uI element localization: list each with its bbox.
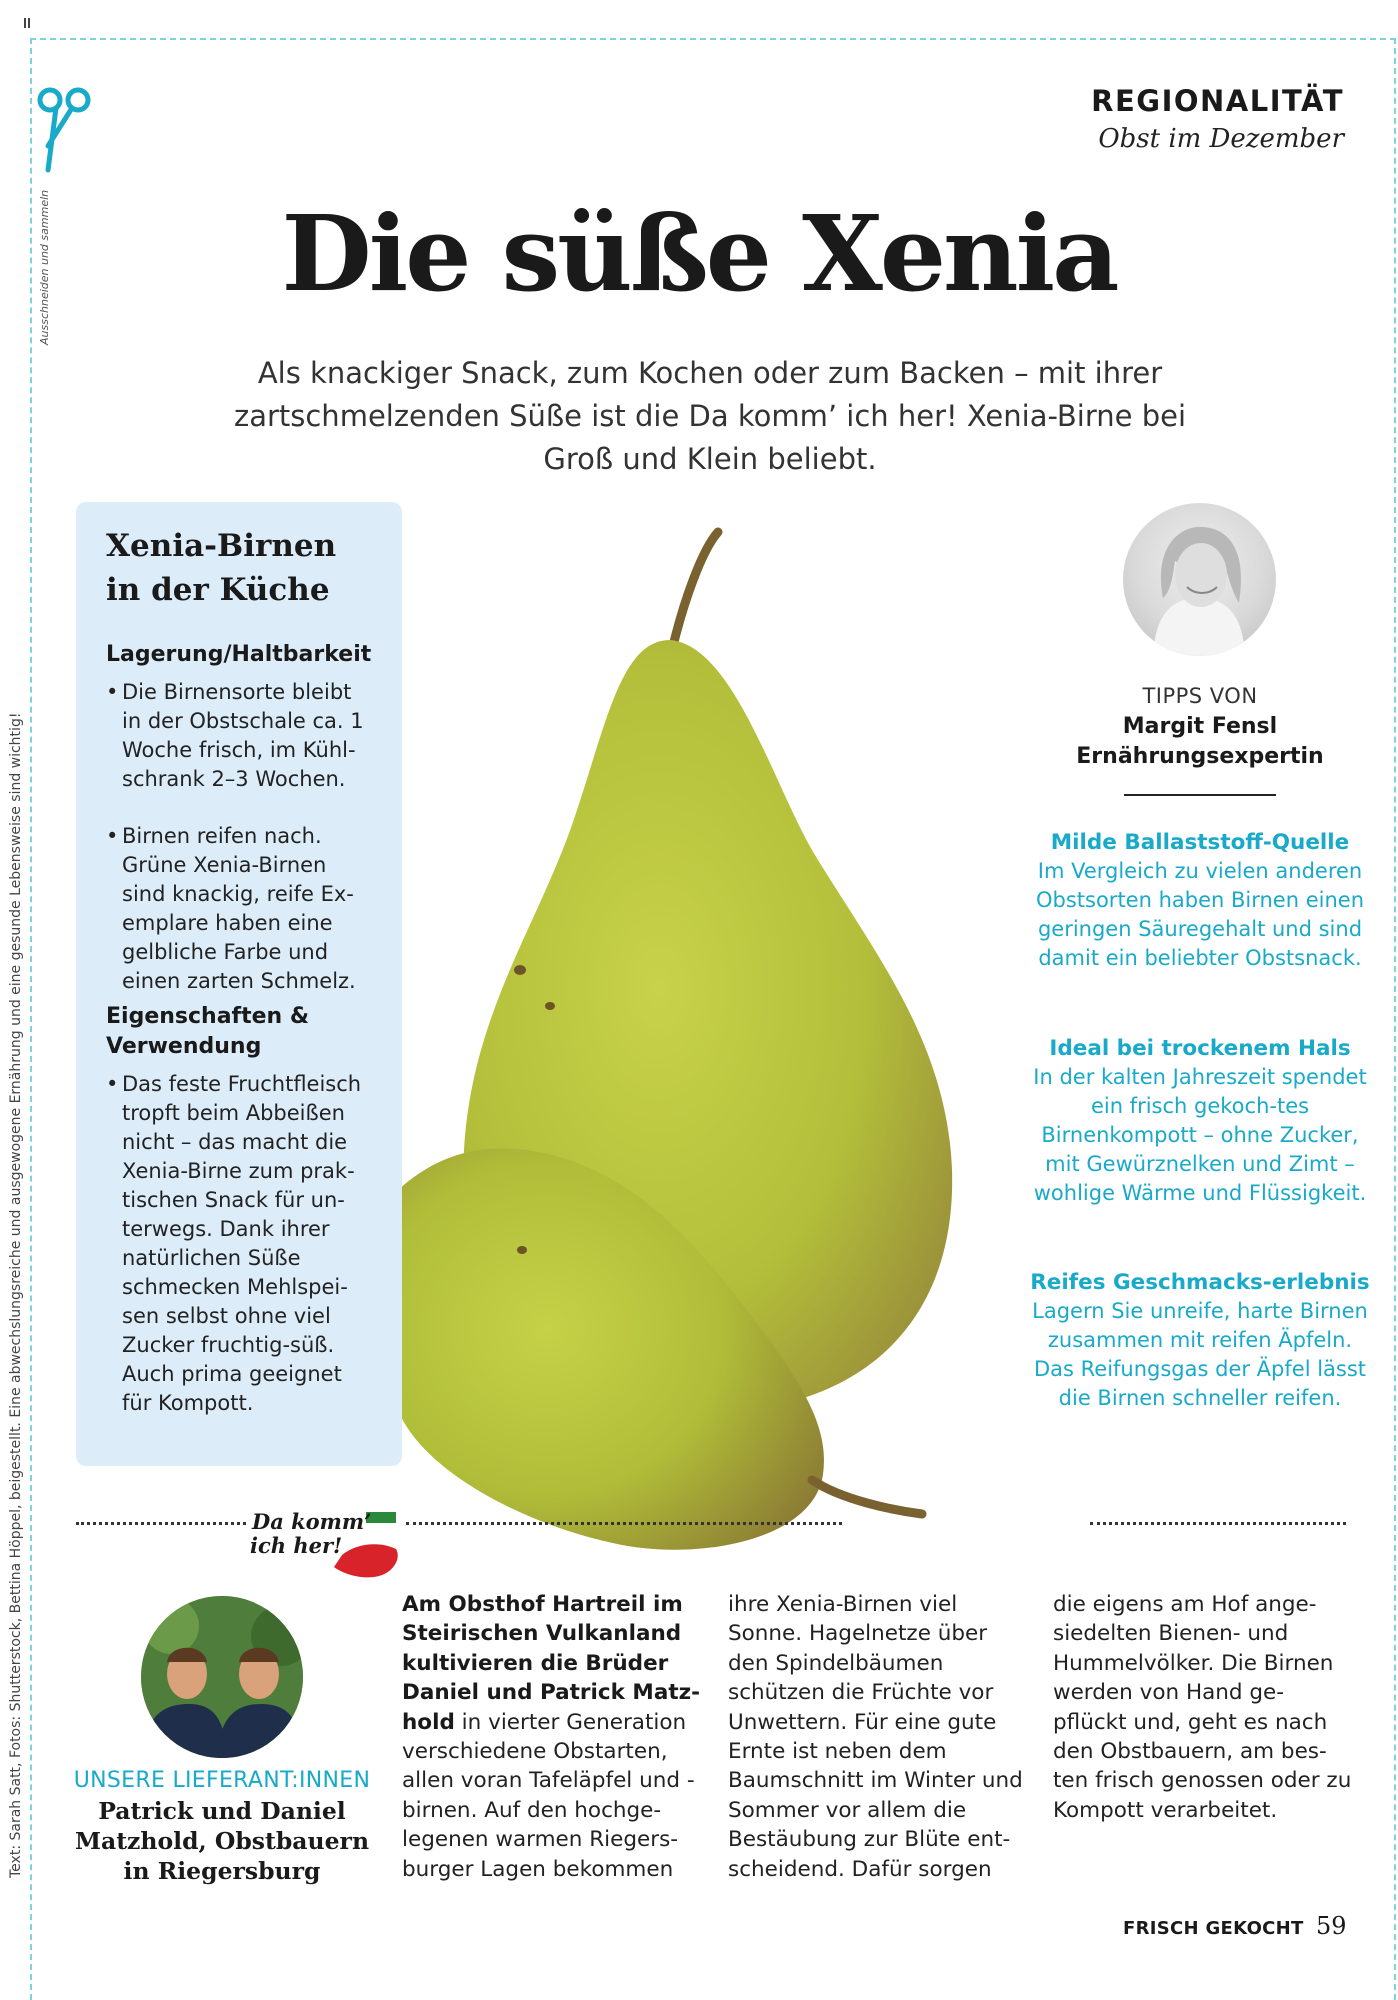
supplier-name: Patrick und Daniel Matzhold, Obstbauern in Riegersburg xyxy=(74,1797,370,1885)
page-title: Die süße Xenia xyxy=(281,192,1117,315)
storage-list xyxy=(106,678,376,996)
tip-text: Im Vergleich zu vielen anderen Obstsorten haben Birnen einen geringen Säuregehalt und sind damit ein beliebter Obstsnack. xyxy=(1035,859,1365,970)
properties-heading: Eigenschaften & Verwendung xyxy=(106,1004,310,1059)
expert-avatar xyxy=(1123,503,1276,656)
box-title: Xenia-Birnen in der Küche xyxy=(106,528,337,608)
properties-list xyxy=(106,1070,376,1418)
tip-text: Lagern Sie unreife, harte Birnen zusammen mit reifen Äpfeln. Das Reifungsgas der Äpfel lässt die Birnen schneller reifen. xyxy=(1032,1299,1368,1410)
expert-role: Ernährungsexpertin xyxy=(1076,744,1324,769)
supplier-label: UNSERE LIEFERANT:INNEN xyxy=(73,1768,371,1793)
tip-2 xyxy=(1030,1034,1370,1208)
badge-line-1: Da komm’ xyxy=(252,1509,372,1534)
dotted-divider xyxy=(406,1522,842,1525)
lead-paragraph: Als knackiger Snack, zum Kochen oder zum Backen – mit ihrer zartschmelzenden Süße ist die Da komm’ ich her! Xenia-Birne bei Groß und Klein beliebt. xyxy=(233,356,1187,476)
tip-3 xyxy=(1030,1268,1370,1413)
tipps-label: TIPPS VON xyxy=(1142,684,1258,708)
list-item: • Birnen reifen nach. Grüne Xenia-Birnen sind knackig, reife Ex-emplare haben eine gelbliche Farbe und einen zarten Schmelz. xyxy=(106,822,376,996)
pears-photo xyxy=(402,450,1092,1550)
divider xyxy=(1124,794,1276,796)
tip-heading: Reifes Geschmacks-erlebnis xyxy=(1030,1270,1370,1295)
article-intro: Am Obsthof Hartreil im Steirischen Vulkanland kultivieren die Brüder Daniel und Patrick Matz-hold xyxy=(402,1592,701,1735)
kitchen-info-box xyxy=(76,502,402,1466)
dotted-divider xyxy=(1090,1522,1346,1525)
supplier-photo xyxy=(141,1596,303,1758)
expert-tips-header xyxy=(1040,684,1360,796)
section-subtitle: Obst im Dezember xyxy=(1098,124,1344,154)
tip-heading: Milde Ballaststoff-Quelle xyxy=(1050,830,1350,855)
storage-heading: Lagerung/Haltbarkeit xyxy=(106,642,372,667)
tip-heading: Ideal bei trockenem Hals xyxy=(1049,1036,1351,1061)
photo-credit: Text: Sarah Satt, Fotos: Shutterstock, Bettina Höppel, beigestellt. Eine abwechslungsreiche und ausgewogene Ernährung und eine gesunde Lebensweise sind wichtig! xyxy=(8,712,24,1878)
origin-badge xyxy=(246,1497,406,1581)
crop-mark xyxy=(24,18,26,28)
crop-mark xyxy=(28,18,30,28)
tip-1 xyxy=(1030,828,1370,973)
dotted-divider xyxy=(76,1522,246,1525)
cut-label: Ausschneiden und sammeln xyxy=(38,189,51,345)
scissors-icon xyxy=(36,86,92,174)
list-item: • Das feste Fruchtfleisch tropft beim Abbeißen nicht – das macht die Xenia-Birne zum prak-tischen Snack für un-terwegs. Dank ihrer natürlichen Süße schmecken Mehlspei-sen selbst ohne viel Zucker fruchtig-süß. Auch prima geeignet für Kompott. xyxy=(106,1070,376,1418)
badge-line-2: ich her! xyxy=(250,1533,343,1558)
article-column-3: die eigens am Hof ange-siedelten Bienen- und Hummelvölker. Die Birnen werden von Hand ge-pflückt und, geht es nach den Obstbauern, am bes-ten frisch genossen oder zu Kompott verarbeitet. xyxy=(1053,1592,1352,1823)
article-column-1 xyxy=(402,1590,702,1884)
magazine-name: FRISCH GEKOCHT xyxy=(1123,1918,1304,1939)
tip-text: In der kalten Jahreszeit spendet ein frisch gekoch-tes Birnenkompott – ohne Zucker, mit Gewürznelken und Zimt – wohlige Wärme und Flüssigkeit. xyxy=(1033,1065,1367,1205)
expert-name: Margit Fensl xyxy=(1122,714,1278,739)
section-label: REGIONALITÄT xyxy=(1091,84,1344,118)
page-number: 59 xyxy=(1316,1912,1347,1940)
article-text: in vierter Generation verschiedene Obstarten, allen voran Tafeläpfel und -birnen. Auf den hochge-legenen warmen Riegers-burger Lagen bekommen xyxy=(402,1709,695,1882)
list-item: • Die Birnensorte bleibt in der Obstschale ca. 1 Woche frisch, im Kühl-schrank 2–3 Wochen. xyxy=(106,678,376,794)
article-column-2: ihre Xenia-Birnen viel Sonne. Hagelnetze über den Spindelbäumen schützen die Früchte vor Unwettern. Für eine gute Ernte ist neben dem Baumschnitt im Winter und Sommer vor allem die Bestäubung zur Blüte ent-scheidend. Dafür sorgen xyxy=(728,1592,1023,1882)
